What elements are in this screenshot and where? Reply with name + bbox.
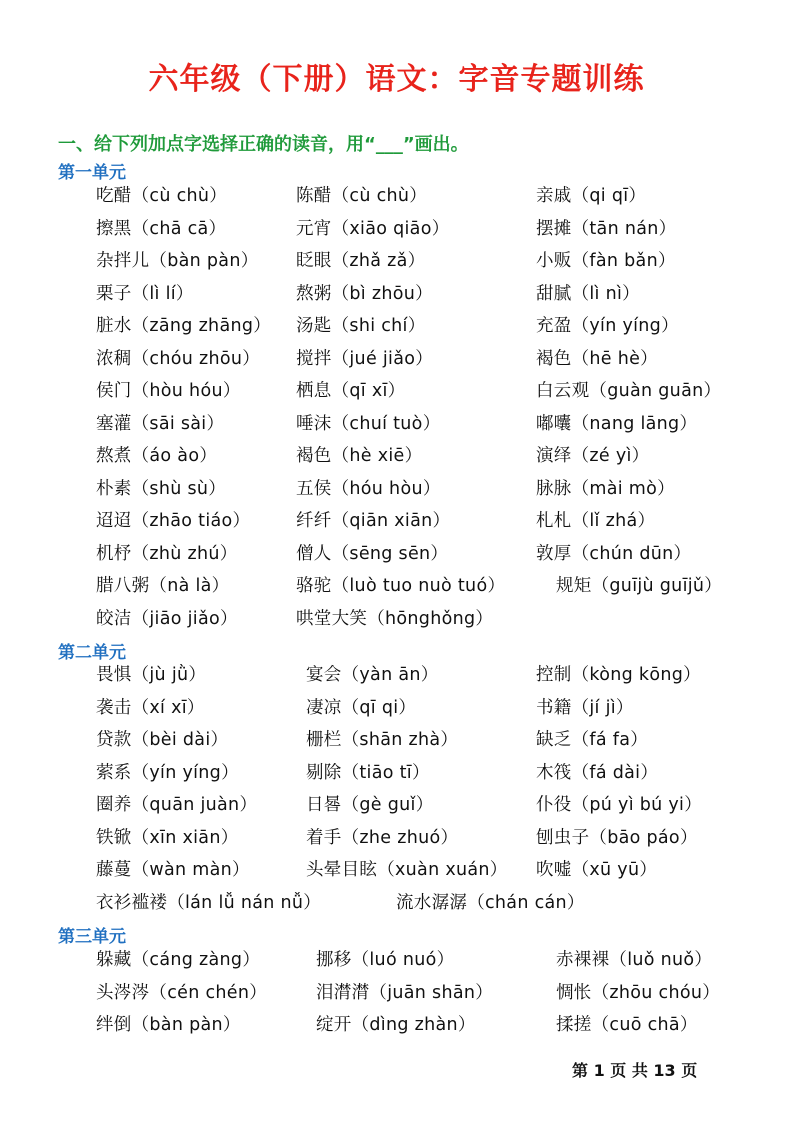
word-item: 褐色（hè xiē） [296, 446, 423, 466]
unit-heading: 第二单元 [58, 643, 126, 663]
word-row [0, 377, 793, 405]
word-item: 萦系（yín yíng） [96, 762, 239, 783]
word-row [0, 946, 793, 974]
word-item: 敦厚（chún dūn） [536, 543, 692, 564]
page-title: 六年级（下册）语文：字音专题训练 [148, 62, 645, 97]
word-row [0, 791, 793, 819]
word-item: 机杼（zhù zhú） [96, 543, 238, 564]
word-row [0, 442, 793, 470]
word-item: 塞灌（sāi sài） [96, 413, 225, 434]
word-item: 充盈（yín yíng） [536, 316, 679, 336]
unit-heading: 第三单元 [58, 927, 126, 947]
word-item: 亲戚（qi qī） [536, 186, 647, 206]
word-item: 眨眼（zhǎ zǎ） [296, 251, 426, 271]
word-item: 铁锨（xīn xiān） [96, 827, 239, 848]
word-item: 纤纤（qiān xiān） [296, 511, 451, 531]
word-row [0, 475, 793, 503]
word-item: 熬煮（áo ào） [96, 446, 218, 466]
word-item: 皎洁（jiāo jiǎo） [96, 608, 238, 629]
word-item: 仆役（pú yì bú yi） [536, 795, 703, 815]
word-item: 吹嘘（xū yū） [536, 860, 658, 880]
word-item: 唾沫（chuí tuò） [296, 413, 441, 434]
word-item: 藤蔓（wàn màn） [96, 860, 250, 880]
word-item: 躲藏（cáng zàng） [96, 950, 261, 970]
word-item: 挪移（luó nuó） [316, 950, 455, 970]
word-row [0, 605, 793, 633]
word-item: 惆怅（zhōu chóu） [556, 982, 721, 1003]
word-row [0, 889, 793, 917]
word-item: 绽开（dìng zhàn） [316, 1015, 476, 1035]
word-item: 腊八粥（nà là） [96, 576, 230, 596]
word-item: 白云观（guàn guān） [536, 381, 722, 401]
unit-heading: 第一单元 [58, 163, 126, 183]
word-item: 骆驼（luò tuo nuò tuó） [296, 576, 506, 596]
word-item: 褐色（hē hè） [536, 348, 658, 369]
word-row [0, 410, 793, 438]
page-number: 第 1 页 共 13 页 [572, 1061, 698, 1080]
word-row [0, 661, 793, 689]
exercise-instruction: 一、给下列加点字选择正确的读音，用“___”画出。 [58, 134, 469, 155]
word-item: 熬粥（bì zhōu） [296, 283, 433, 304]
word-item: 朴素（shù sù） [96, 478, 227, 499]
word-row [0, 507, 793, 535]
word-item: 栗子（lì lí） [96, 283, 194, 304]
word-row [0, 1011, 793, 1039]
word-item: 头涔涔（cén chén） [96, 982, 268, 1003]
word-item: 规矩（guījù guījǔ） [556, 576, 723, 596]
word-item: 摆摊（tān nán） [536, 218, 677, 239]
word-item: 刨虫子（bāo páo） [536, 827, 698, 848]
word-row [0, 572, 793, 600]
word-item: 搅拌（jué jiǎo） [296, 348, 434, 369]
word-item: 嘟囔（nang lāng） [536, 413, 698, 434]
word-item: 赤裸裸（luǒ nuǒ） [556, 950, 713, 970]
word-item: 袭击（xí xī） [96, 697, 205, 718]
word-item: 栖息（qī xī） [296, 381, 406, 401]
word-item: 哄堂大笑（hōnghǒng） [296, 608, 494, 629]
word-item: 迢迢（zhāo tiáo） [96, 511, 251, 531]
word-row [0, 280, 793, 308]
word-item: 衣衫褴褛（lán lǚ nán nǚ） [96, 892, 322, 913]
word-row [0, 694, 793, 722]
word-row [0, 726, 793, 754]
word-item: 脉脉（mài mò） [536, 478, 675, 499]
word-item: 圈养（quān juàn） [96, 795, 258, 815]
word-item: 宴会（yàn ān） [306, 665, 439, 685]
word-item: 日晷（gè guǐ） [306, 795, 434, 815]
word-item: 浓稠（chóu zhōu） [96, 348, 261, 369]
word-item: 畏惧（jù jǜ） [96, 665, 207, 685]
word-item: 陈醋（cù chù） [296, 186, 428, 206]
word-item: 缺乏（fá fa） [536, 730, 649, 750]
word-item: 杂拌儿（bàn pàn） [96, 251, 259, 271]
word-item: 甜腻（lì nì） [536, 283, 640, 304]
word-item: 泪潸潸（juān shān） [316, 982, 494, 1003]
word-item: 揉搓（cuō chā） [556, 1015, 698, 1035]
word-item: 凄凉（qī qi） [306, 697, 417, 718]
word-item: 小贩（fàn bǎn） [536, 251, 676, 271]
word-item: 僧人（sēng sēn） [296, 543, 449, 564]
word-item: 演绎（zé yì） [536, 446, 650, 466]
word-row [0, 247, 793, 275]
word-item: 脏水（zāng zhāng） [96, 316, 272, 336]
word-row [0, 312, 793, 340]
word-item: 汤匙（shi chí） [296, 316, 426, 336]
word-item: 绊倒（bàn pàn） [96, 1015, 241, 1035]
word-row [0, 856, 793, 884]
word-item: 札札（lǐ zhá） [536, 511, 656, 531]
word-item: 元宵（xiāo qiāo） [296, 218, 450, 239]
word-item: 五侯（hóu hòu） [296, 478, 441, 499]
word-item: 木筏（fá dài） [536, 762, 659, 783]
word-item: 栅栏（shān zhà） [306, 730, 459, 750]
word-item: 贷款（bèi dài） [96, 730, 229, 750]
word-item: 流水潺潺（chán cán） [396, 892, 585, 913]
word-row [0, 759, 793, 787]
word-item: 控制（kòng kōng） [536, 665, 701, 685]
word-item: 吃醋（cù chù） [96, 186, 228, 206]
word-item: 擦黑（chā cā） [96, 218, 227, 239]
word-row [0, 345, 793, 373]
word-row [0, 979, 793, 1007]
word-item: 侯门（hòu hóu） [96, 381, 241, 401]
word-row [0, 215, 793, 243]
word-row [0, 182, 793, 210]
word-item: 书籍（jí jì） [536, 697, 634, 718]
word-item: 着手（zhe zhuó） [306, 827, 459, 848]
word-item: 头晕目眩（xuàn xuán） [306, 860, 508, 880]
word-row [0, 824, 793, 852]
word-row [0, 540, 793, 568]
word-item: 剔除（tiāo tī） [306, 762, 430, 783]
